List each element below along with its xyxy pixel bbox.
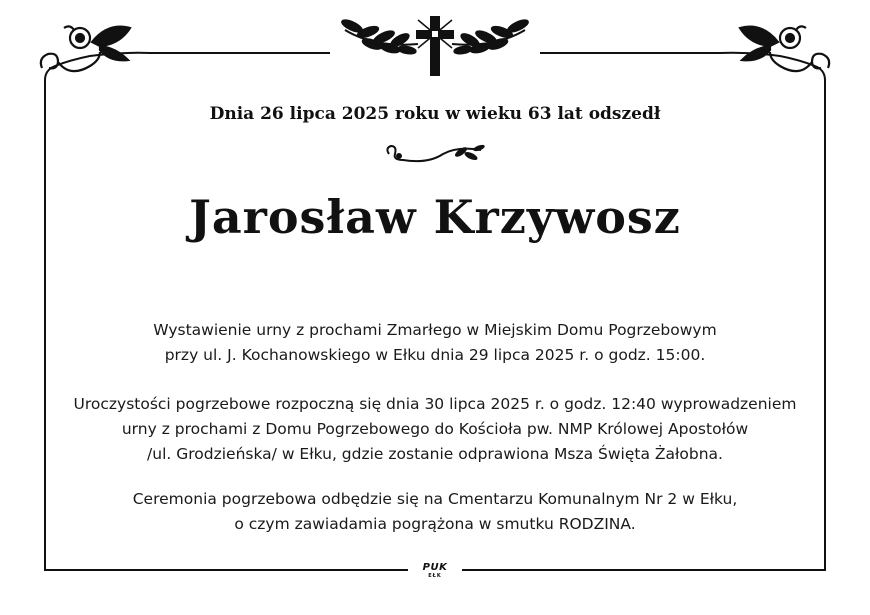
- puk-logo: [412, 563, 458, 579]
- text-line: /ul. Grodzieńska/ w Ełku, gdzie zostanie odprawiona Msza Święta Żałobna.: [147, 445, 723, 463]
- leaf-divider-icon: [383, 142, 488, 172]
- text-line: urny z prochami z Domu Pogrzebowego do Kościoła pw. NMP Królowej Apostołów: [121, 420, 749, 438]
- logo-main-text: PUK: [422, 562, 448, 573]
- laurel-left-icon: [340, 18, 418, 55]
- paragraph-burial: [0, 487, 870, 537]
- paragraph-urn-viewing: [0, 318, 870, 368]
- death-announcement-headline: Dnia 26 lipca 2025 roku w wieku 63 lat odszedł: [209, 104, 661, 124]
- laurel-right-icon: [452, 18, 530, 55]
- top-ornament: [0, 0, 870, 100]
- paragraph-funeral-ceremony: [0, 392, 870, 467]
- logo-sub-text: EŁK: [428, 573, 442, 579]
- text-line: Ceremonia pogrzebowa odbędzie się na Cmentarzu Komunalnym Nr 2 w Ełku,: [132, 490, 738, 508]
- text-line: o czym zawiadamia pogrążona w smutku RODZINA.: [234, 515, 636, 533]
- text-line: przy ul. J. Kochanowskiego w Ełku dnia 29 lipca 2025 r. o godz. 15:00.: [164, 346, 706, 364]
- text-line: Wystawienie urny z prochami Zmarłego w Miejskim Domu Pogrzebowym: [153, 321, 717, 339]
- corner-flourish-left-icon: [41, 26, 130, 71]
- text-line: Uroczystości pogrzebowe rozpoczną się dnia 30 lipca 2025 r. o godz. 12:40 wyprowadzeniem: [73, 395, 797, 413]
- deceased-name: Jarosław Krzywosz: [189, 190, 681, 244]
- corner-flourish-right-icon: [740, 26, 829, 71]
- cross-icon: [416, 16, 454, 76]
